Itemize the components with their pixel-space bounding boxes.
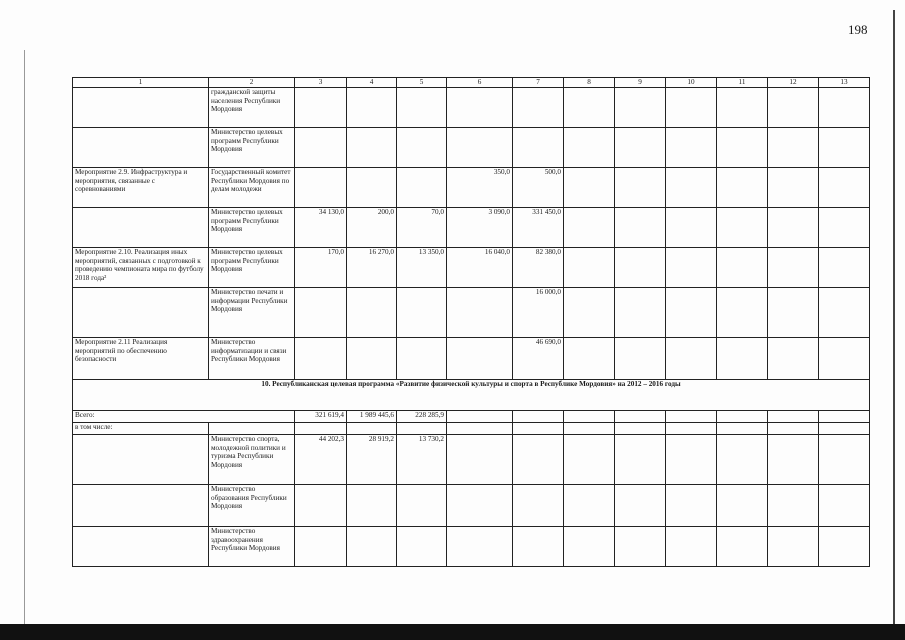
total-row — [73, 411, 870, 423]
value-cell — [347, 338, 397, 380]
value-cell — [295, 485, 347, 527]
measure-cell: Мероприятие 2.10. Реализация иных мероприятий, связанных с подготовкой к проведению чемпионата мира по футболу 2018 года² — [73, 248, 209, 288]
page-number: 198 — [848, 22, 868, 37]
column-number: 13 — [819, 78, 870, 88]
column-number: 2 — [209, 78, 295, 88]
column-number: 6 — [447, 78, 513, 88]
column-number: 1 — [73, 78, 209, 88]
value-cell: 331 450,0 — [513, 208, 564, 248]
value-cell: 82 380,0 — [513, 248, 564, 288]
table-row — [73, 248, 870, 288]
total-value: 1 989 445,6 — [347, 411, 397, 423]
table-row — [73, 128, 870, 168]
org-cell: Министерство целевых программ Республики Мордовия — [209, 208, 295, 248]
value-cell — [397, 168, 447, 208]
column-number: 9 — [615, 78, 666, 88]
value-cell — [447, 338, 513, 380]
value-cell: 44 202,3 — [295, 435, 347, 485]
value-cell — [447, 128, 513, 168]
value-cell — [347, 128, 397, 168]
total-label: Всего: — [73, 411, 295, 423]
including-row — [73, 423, 870, 435]
value-cell: 16 270,0 — [347, 248, 397, 288]
value-cell: 200,0 — [347, 208, 397, 248]
org-cell: Государственный комитет Республики Мордовия по делам молодежи — [209, 168, 295, 208]
value-cell — [397, 338, 447, 380]
table-row — [73, 485, 870, 527]
value-cell: 3 090,0 — [447, 208, 513, 248]
value-cell — [347, 168, 397, 208]
including-label: в том числе: — [73, 423, 209, 435]
total-value: 321 619,4 — [295, 411, 347, 423]
org-cell: гражданской защиты населения Республики Мордовия — [209, 88, 295, 128]
column-number: 10 — [666, 78, 717, 88]
column-number: 4 — [347, 78, 397, 88]
org-cell: Министерство образования Республики Мордовия — [209, 485, 295, 527]
value-cell: 170,0 — [295, 248, 347, 288]
value-cell — [295, 168, 347, 208]
org-cell: Министерство целевых программ Республики Мордовия — [209, 248, 295, 288]
value-cell: 500,0 — [513, 168, 564, 208]
column-number: 3 — [295, 78, 347, 88]
value-cell — [295, 288, 347, 338]
column-number: 12 — [768, 78, 819, 88]
value-cell — [295, 338, 347, 380]
value-cell — [447, 88, 513, 128]
org-cell: Министерство здравоохранения Республики Мордовия — [209, 527, 295, 567]
value-cell — [447, 288, 513, 338]
column-number: 8 — [564, 78, 615, 88]
value-cell — [295, 88, 347, 128]
value-cell — [397, 128, 447, 168]
table-row — [73, 168, 870, 208]
value-cell — [397, 88, 447, 128]
measure-cell — [73, 128, 209, 168]
column-number: 5 — [397, 78, 447, 88]
value-cell — [347, 288, 397, 338]
measure-cell — [73, 88, 209, 128]
value-cell — [347, 88, 397, 128]
value-cell: 350,0 — [447, 168, 513, 208]
scan-edge-right — [893, 10, 895, 624]
table-row — [73, 288, 870, 338]
column-number: 7 — [513, 78, 564, 88]
value-cell: 16 000,0 — [513, 288, 564, 338]
value-cell: 16 040,0 — [447, 248, 513, 288]
measure-cell — [73, 288, 209, 338]
measure-cell: Мероприятие 2.11 Реализация мероприятий по обеспечению безопасности — [73, 338, 209, 380]
measure-cell: Мероприятие 2.9. Инфраструктура и мероприятия, связанные с соревнованиями — [73, 168, 209, 208]
value-cell: 28 919,2 — [347, 435, 397, 485]
value-cell — [347, 527, 397, 567]
table-row — [73, 435, 870, 485]
scan-edge-left — [24, 50, 25, 624]
org-cell: Министерство целевых программ Республики Мордовия — [209, 128, 295, 168]
org-cell: Министерство спорта, молодежной политики и туризма Республики Мордовия — [209, 435, 295, 485]
value-cell: 13 350,0 — [397, 248, 447, 288]
table-row — [73, 208, 870, 248]
measure-cell — [73, 208, 209, 248]
table-row — [73, 338, 870, 380]
value-cell — [513, 88, 564, 128]
value-cell: 13 730,2 — [397, 435, 447, 485]
value-cell — [513, 128, 564, 168]
value-cell: 70,0 — [397, 208, 447, 248]
section-title: 10. Республиканская целевая программа «Развитие физической культуры и спорта в Республике Мордовия» на 2012 – 2016 годы — [73, 380, 870, 411]
table-row — [73, 527, 870, 567]
value-cell: 34 130,0 — [295, 208, 347, 248]
total-value: 228 285,9 — [397, 411, 447, 423]
org-cell: Министерство информатизации и связи Республики Мордовия — [209, 338, 295, 380]
value-cell — [397, 527, 447, 567]
org-cell: Министерство печати и информации Республики Мордовия — [209, 288, 295, 338]
value-cell — [397, 288, 447, 338]
column-number-row — [73, 78, 870, 88]
value-cell — [397, 485, 447, 527]
column-number: 11 — [717, 78, 768, 88]
table-row — [73, 88, 870, 128]
scan-bottom-border — [0, 624, 905, 640]
value-cell — [295, 527, 347, 567]
value-cell: 46 690,0 — [513, 338, 564, 380]
value-cell — [347, 485, 397, 527]
section-row — [73, 380, 870, 411]
budget-table — [72, 77, 870, 567]
value-cell — [295, 128, 347, 168]
